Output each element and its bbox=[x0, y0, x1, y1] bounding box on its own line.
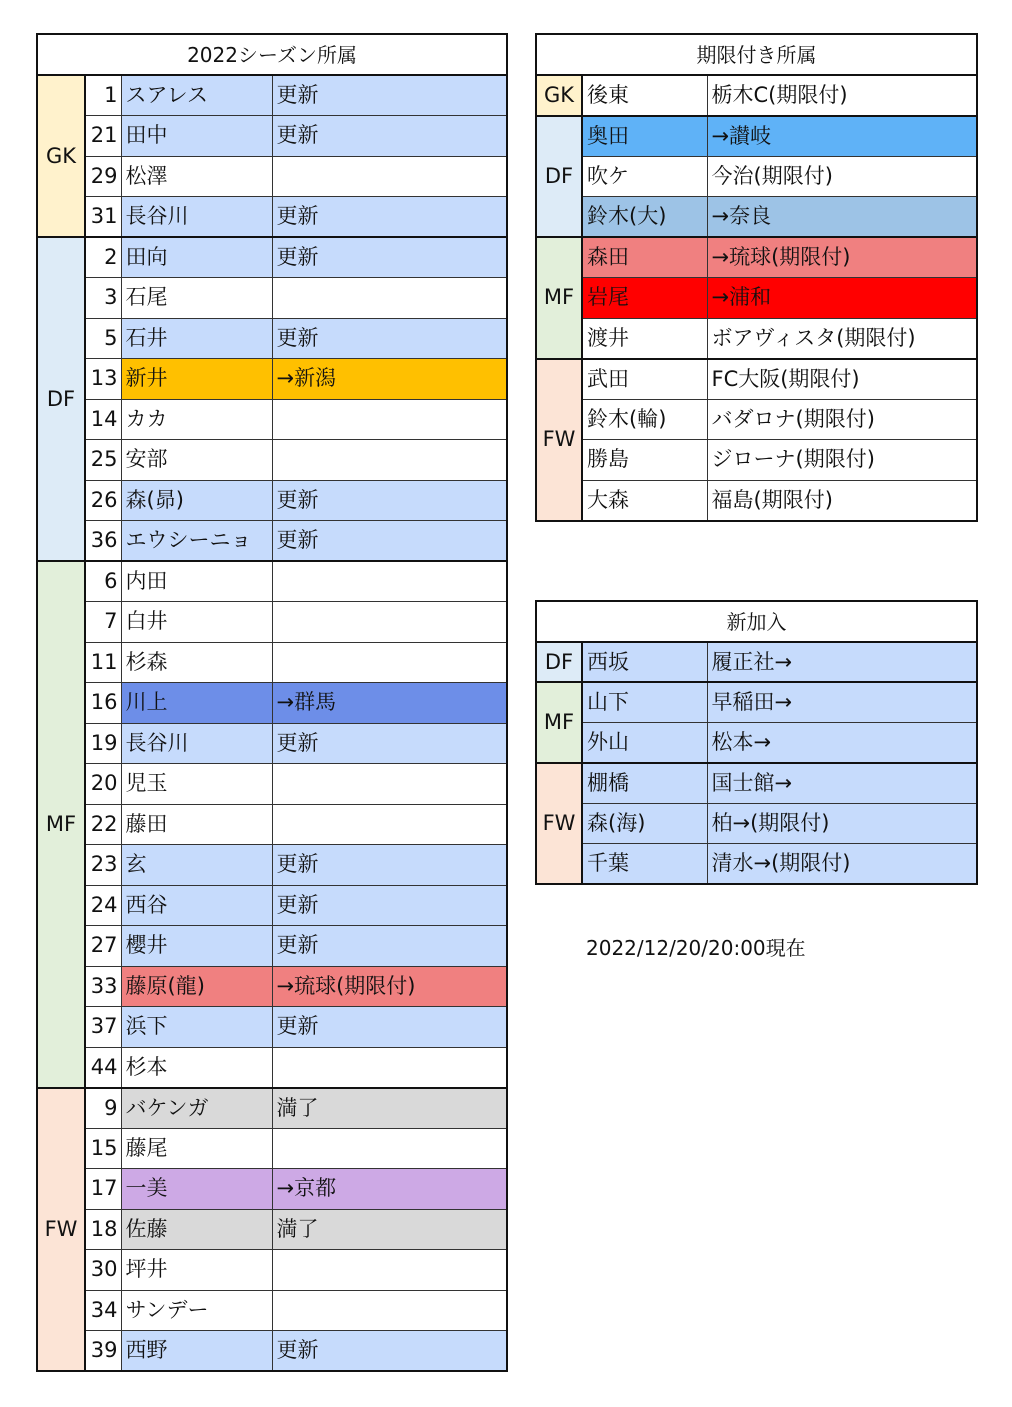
player-number: 2 bbox=[85, 237, 121, 278]
player-status: 更新 bbox=[272, 885, 507, 926]
player-name: エウシーニョ bbox=[121, 521, 272, 562]
player-row bbox=[536, 440, 977, 481]
player-name: 浜下 bbox=[121, 1007, 272, 1048]
player-row bbox=[37, 642, 507, 683]
player-row bbox=[37, 1209, 507, 1250]
player-status bbox=[272, 1250, 507, 1291]
season-roster-table bbox=[36, 33, 508, 1372]
player-number: 27 bbox=[85, 926, 121, 967]
player-number: 6 bbox=[85, 561, 121, 602]
new-signings-table bbox=[535, 600, 978, 885]
player-name: カカ bbox=[121, 399, 272, 440]
position-label: FW bbox=[536, 763, 582, 884]
player-name: 大森 bbox=[582, 480, 707, 521]
player-name: 川上 bbox=[121, 683, 272, 724]
player-name: 長谷川 bbox=[121, 197, 272, 238]
player-name: 藤尾 bbox=[121, 1128, 272, 1169]
player-name: 佐藤 bbox=[121, 1209, 272, 1250]
player-name: 鈴木(輪) bbox=[582, 399, 707, 440]
loan-roster-table bbox=[535, 33, 978, 522]
player-name: 岩尾 bbox=[582, 278, 707, 319]
player-row bbox=[37, 237, 507, 278]
player-status bbox=[272, 278, 507, 319]
player-number: 29 bbox=[85, 156, 121, 197]
player-row bbox=[37, 1290, 507, 1331]
player-row bbox=[536, 237, 977, 278]
player-number: 36 bbox=[85, 521, 121, 562]
player-row bbox=[37, 602, 507, 643]
player-name: 石井 bbox=[121, 318, 272, 359]
player-name: 外山 bbox=[582, 723, 707, 763]
player-row bbox=[37, 764, 507, 805]
player-row bbox=[536, 75, 977, 116]
player-status: バダロナ(期限付) bbox=[707, 399, 977, 440]
player-name: 山下 bbox=[582, 682, 707, 722]
player-status: 松本→ bbox=[707, 723, 977, 763]
player-number: 7 bbox=[85, 602, 121, 643]
table-title: 2022シーズン所属 bbox=[37, 34, 507, 75]
player-name: 杉森 bbox=[121, 642, 272, 683]
player-name: スアレス bbox=[121, 75, 272, 116]
player-number: 13 bbox=[85, 359, 121, 400]
player-number: 26 bbox=[85, 480, 121, 521]
player-status bbox=[272, 156, 507, 197]
player-name: 勝島 bbox=[582, 440, 707, 481]
player-row bbox=[536, 763, 977, 803]
player-number: 19 bbox=[85, 723, 121, 764]
player-status bbox=[272, 1128, 507, 1169]
player-status: 更新 bbox=[272, 845, 507, 886]
player-row bbox=[37, 926, 507, 967]
player-row bbox=[536, 399, 977, 440]
player-name: 長谷川 bbox=[121, 723, 272, 764]
position-label: FW bbox=[536, 359, 582, 521]
player-row bbox=[536, 197, 977, 238]
player-status: 国士館→ bbox=[707, 763, 977, 803]
position-label: GK bbox=[37, 75, 85, 237]
player-row bbox=[536, 844, 977, 884]
player-name: 後東 bbox=[582, 75, 707, 116]
player-status bbox=[272, 602, 507, 643]
player-status bbox=[272, 399, 507, 440]
player-name: 内田 bbox=[121, 561, 272, 602]
player-status: 今治(期限付) bbox=[707, 156, 977, 197]
player-name: 田向 bbox=[121, 237, 272, 278]
player-status bbox=[272, 642, 507, 683]
player-number: 44 bbox=[85, 1047, 121, 1088]
player-row bbox=[536, 723, 977, 763]
player-row bbox=[37, 561, 507, 602]
player-name: 棚橋 bbox=[582, 763, 707, 803]
position-label: DF bbox=[37, 237, 85, 561]
player-name: 千葉 bbox=[582, 844, 707, 884]
player-row bbox=[37, 480, 507, 521]
player-number: 39 bbox=[85, 1331, 121, 1372]
player-name: 新井 bbox=[121, 359, 272, 400]
player-name: 西野 bbox=[121, 1331, 272, 1372]
table-title: 期限付き所属 bbox=[536, 34, 977, 75]
player-name: 櫻井 bbox=[121, 926, 272, 967]
player-status: →浦和 bbox=[707, 278, 977, 319]
position-label: MF bbox=[536, 237, 582, 359]
position-label: MF bbox=[37, 561, 85, 1088]
player-row bbox=[536, 156, 977, 197]
table-header-row bbox=[37, 34, 507, 75]
position-label: DF bbox=[536, 116, 582, 238]
table-header-row bbox=[536, 34, 977, 75]
player-number: 5 bbox=[85, 318, 121, 359]
player-row bbox=[37, 440, 507, 481]
player-number: 20 bbox=[85, 764, 121, 805]
player-name: 一美 bbox=[121, 1169, 272, 1210]
player-status: 更新 bbox=[272, 1331, 507, 1372]
player-number: 23 bbox=[85, 845, 121, 886]
player-row bbox=[37, 399, 507, 440]
player-row bbox=[37, 804, 507, 845]
player-status: FC大阪(期限付) bbox=[707, 359, 977, 400]
player-status bbox=[272, 1290, 507, 1331]
player-status: 更新 bbox=[272, 521, 507, 562]
player-number: 33 bbox=[85, 966, 121, 1007]
position-label: FW bbox=[37, 1088, 85, 1372]
player-status: 更新 bbox=[272, 197, 507, 238]
player-row bbox=[37, 116, 507, 157]
player-name: 杉本 bbox=[121, 1047, 272, 1088]
player-status: 更新 bbox=[272, 1007, 507, 1048]
player-number: 18 bbox=[85, 1209, 121, 1250]
player-name: 玄 bbox=[121, 845, 272, 886]
player-status: →奈良 bbox=[707, 197, 977, 238]
player-status: ボアヴィスタ(期限付) bbox=[707, 318, 977, 359]
player-status: 更新 bbox=[272, 926, 507, 967]
player-name: 吹ケ bbox=[582, 156, 707, 197]
player-number: 24 bbox=[85, 885, 121, 926]
player-name: 石尾 bbox=[121, 278, 272, 319]
player-row bbox=[37, 885, 507, 926]
player-name: 児玉 bbox=[121, 764, 272, 805]
player-status: 早稲田→ bbox=[707, 682, 977, 722]
player-row bbox=[536, 804, 977, 844]
player-number: 3 bbox=[85, 278, 121, 319]
player-name: 鈴木(大) bbox=[582, 197, 707, 238]
player-row bbox=[37, 1088, 507, 1129]
player-status: 更新 bbox=[272, 237, 507, 278]
player-name: サンデー bbox=[121, 1290, 272, 1331]
player-row bbox=[37, 156, 507, 197]
player-status: →琉球(期限付) bbox=[272, 966, 507, 1007]
player-status: 更新 bbox=[272, 116, 507, 157]
player-number: 1 bbox=[85, 75, 121, 116]
player-name: 森(昴) bbox=[121, 480, 272, 521]
player-name: 西坂 bbox=[582, 642, 707, 682]
player-name: 森田 bbox=[582, 237, 707, 278]
player-row bbox=[536, 642, 977, 682]
player-row bbox=[37, 1047, 507, 1088]
player-number: 11 bbox=[85, 642, 121, 683]
player-row bbox=[37, 197, 507, 238]
player-row bbox=[37, 318, 507, 359]
player-status: 更新 bbox=[272, 723, 507, 764]
player-status bbox=[272, 1047, 507, 1088]
player-status bbox=[272, 561, 507, 602]
player-row bbox=[536, 480, 977, 521]
player-status: 福島(期限付) bbox=[707, 480, 977, 521]
player-name: 武田 bbox=[582, 359, 707, 400]
player-row bbox=[37, 1128, 507, 1169]
player-name: 西谷 bbox=[121, 885, 272, 926]
player-row bbox=[37, 359, 507, 400]
player-name: バケンガ bbox=[121, 1088, 272, 1129]
player-number: 34 bbox=[85, 1290, 121, 1331]
player-name: 森(海) bbox=[582, 804, 707, 844]
player-number: 15 bbox=[85, 1128, 121, 1169]
player-number: 14 bbox=[85, 399, 121, 440]
player-number: 9 bbox=[85, 1088, 121, 1129]
player-row bbox=[37, 966, 507, 1007]
player-row bbox=[37, 1169, 507, 1210]
player-status: →新潟 bbox=[272, 359, 507, 400]
table-header-row bbox=[536, 601, 977, 642]
player-number: 31 bbox=[85, 197, 121, 238]
player-name: 藤田 bbox=[121, 804, 272, 845]
player-row bbox=[37, 278, 507, 319]
player-row bbox=[536, 682, 977, 722]
player-row bbox=[37, 1007, 507, 1048]
player-status: →群馬 bbox=[272, 683, 507, 724]
player-status: →讃岐 bbox=[707, 116, 977, 157]
player-row bbox=[37, 723, 507, 764]
player-name: 白井 bbox=[121, 602, 272, 643]
player-number: 25 bbox=[85, 440, 121, 481]
player-number: 22 bbox=[85, 804, 121, 845]
player-row bbox=[37, 1250, 507, 1291]
position-label: MF bbox=[536, 682, 582, 763]
position-label: DF bbox=[536, 642, 582, 682]
player-status: 柏→(期限付) bbox=[707, 804, 977, 844]
player-row bbox=[37, 1331, 507, 1372]
player-name: 藤原(龍) bbox=[121, 966, 272, 1007]
position-label: GK bbox=[536, 75, 582, 116]
player-status: 満了 bbox=[272, 1209, 507, 1250]
player-name: 奥田 bbox=[582, 116, 707, 157]
player-status: 満了 bbox=[272, 1088, 507, 1129]
as-of-timestamp: 2022/12/20/20:00現在 bbox=[586, 936, 806, 960]
player-status: 履正社→ bbox=[707, 642, 977, 682]
player-status: →琉球(期限付) bbox=[707, 237, 977, 278]
player-number: 21 bbox=[85, 116, 121, 157]
player-row bbox=[37, 521, 507, 562]
player-number: 30 bbox=[85, 1250, 121, 1291]
player-number: 16 bbox=[85, 683, 121, 724]
player-status: 栃木C(期限付) bbox=[707, 75, 977, 116]
player-status: ジローナ(期限付) bbox=[707, 440, 977, 481]
player-name: 坪井 bbox=[121, 1250, 272, 1291]
player-status: 更新 bbox=[272, 75, 507, 116]
player-status: 更新 bbox=[272, 318, 507, 359]
player-row bbox=[536, 116, 977, 157]
player-name: 松澤 bbox=[121, 156, 272, 197]
player-row bbox=[536, 359, 977, 400]
player-status: 更新 bbox=[272, 480, 507, 521]
player-row bbox=[37, 845, 507, 886]
player-name: 安部 bbox=[121, 440, 272, 481]
player-name: 田中 bbox=[121, 116, 272, 157]
player-row bbox=[37, 683, 507, 724]
player-row bbox=[536, 318, 977, 359]
player-status bbox=[272, 764, 507, 805]
player-row bbox=[37, 75, 507, 116]
player-status: →京都 bbox=[272, 1169, 507, 1210]
player-status: 清水→(期限付) bbox=[707, 844, 977, 884]
player-row bbox=[536, 278, 977, 319]
player-number: 37 bbox=[85, 1007, 121, 1048]
table-title: 新加入 bbox=[536, 601, 977, 642]
player-status bbox=[272, 440, 507, 481]
player-name: 渡井 bbox=[582, 318, 707, 359]
player-status bbox=[272, 804, 507, 845]
player-number: 17 bbox=[85, 1169, 121, 1210]
